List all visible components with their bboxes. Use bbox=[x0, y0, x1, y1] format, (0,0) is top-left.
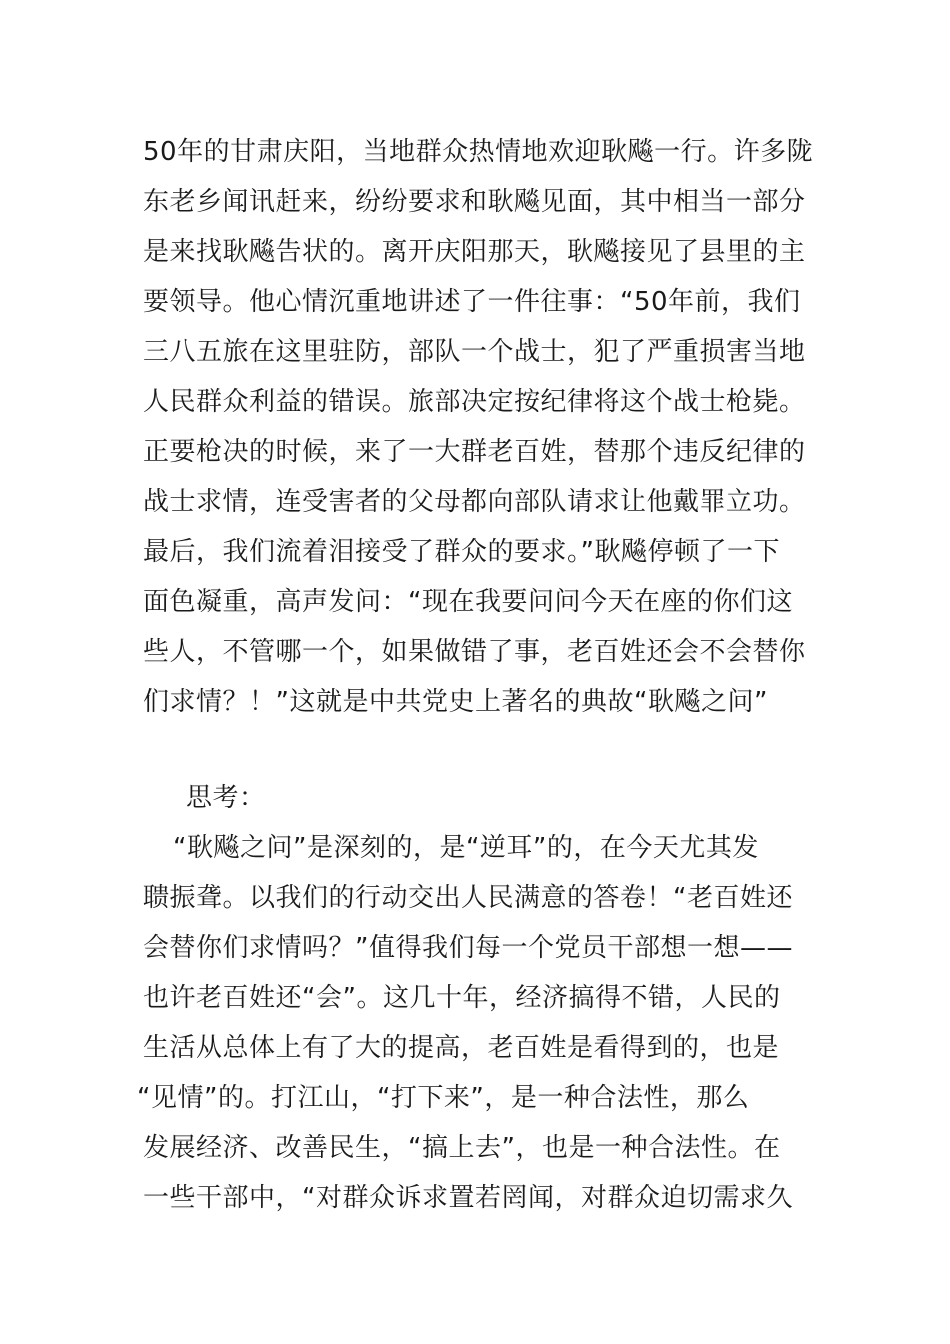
text-line: 们求情？！”这就是中共党史上著名的典故“耿飚之问” bbox=[143, 687, 768, 717]
section-heading: 思考： bbox=[186, 783, 266, 813]
text-line: 面色凝重，高声发问：“现在我要问问今天在座的你们这 bbox=[143, 587, 793, 617]
text-line: 战士求情，连受害者的父母都向部队请求让他戴罪立功。 bbox=[143, 487, 806, 517]
text-line: 聩振聋。以我们的行动交出人民满意的答卷！“老百姓还 bbox=[143, 883, 793, 913]
text-line: 一些干部中，“对群众诉求置若罔闻，对群众迫切需求久 bbox=[143, 1183, 793, 1213]
text-line: 会替你们求情吗？”值得我们每一个党员干部想一想—— bbox=[143, 933, 793, 963]
text-line: 人民群众利益的错误。旅部决定按纪律将这个战士枪毙。 bbox=[143, 387, 806, 417]
text-line: 三八五旅在这里驻防，部队一个战士，犯了严重损害当地 bbox=[143, 337, 806, 367]
text-line: 生活从总体上有了大的提高，老百姓是看得到的，也是 bbox=[143, 1033, 780, 1063]
text-line: 最后，我们流着泪接受了群众的要求。”耿飚停顿了一下 bbox=[143, 537, 780, 567]
text-line: 发展经济、改善民生，“搞上去”，也是一种合法性。在 bbox=[143, 1133, 781, 1163]
text-line: “耿飚之问”是深刻的，是“逆耳”的，在今天尤其发 bbox=[173, 833, 759, 863]
text-line: 是来找耿飚告状的。离开庆阳那天，耿飚接见了县里的主 bbox=[143, 237, 806, 267]
text-line: 50年的甘肃庆阳，当地群众热情地欢迎耿飚一行。许多陇 bbox=[143, 137, 814, 167]
text-line: 也许老百姓还“会”。这几十年，经济搞得不错，人民的 bbox=[143, 983, 781, 1013]
text-line: 些人，不管哪一个，如果做错了事，老百姓还会不会替你 bbox=[143, 637, 806, 667]
text-line: 东老乡闻讯赶来，纷纷要求和耿飚见面，其中相当一部分 bbox=[143, 187, 806, 217]
text-line: “见情”的。打江山，“打下来”，是一种合法性，那么 bbox=[137, 1083, 750, 1113]
text-line: 正要枪决的时候，来了一大群老百姓，替那个违反纪律的 bbox=[143, 437, 806, 467]
text-line: 要领导。他心情沉重地讲述了一件往事：“50年前，我们 bbox=[143, 287, 801, 317]
